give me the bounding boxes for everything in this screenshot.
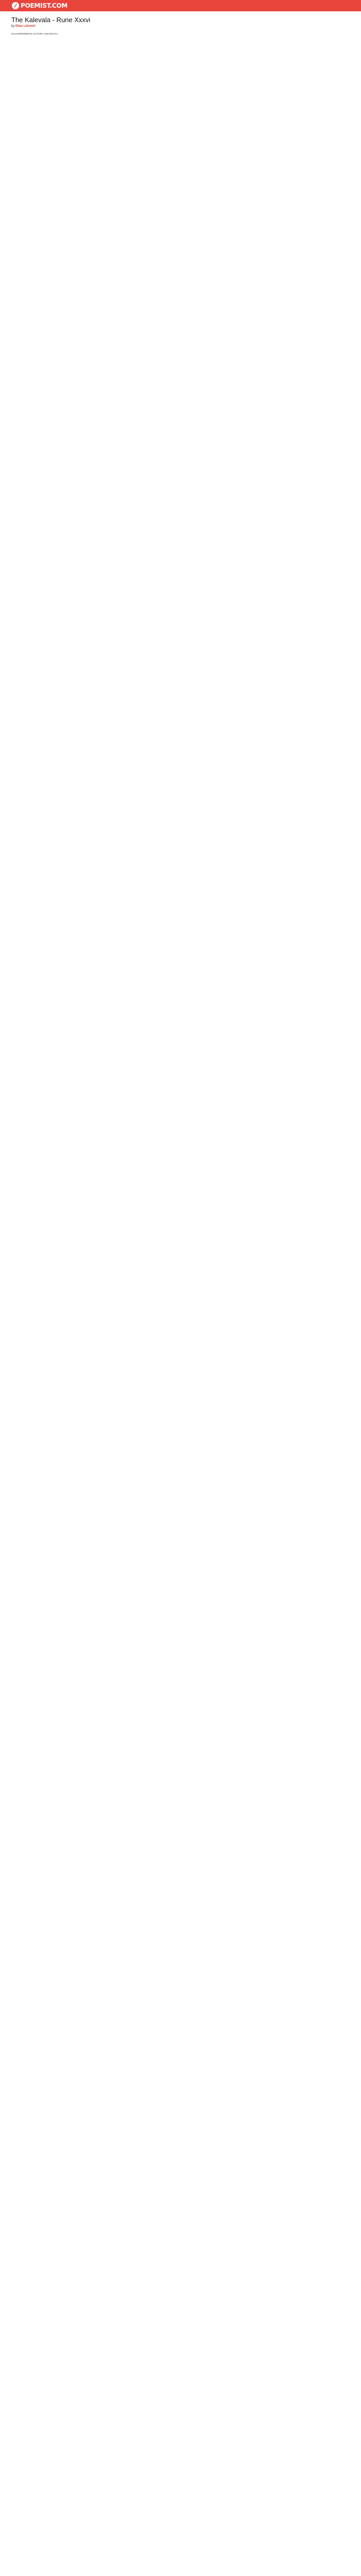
poem-title: The Kalevala - Rune Xxxvi xyxy=(11,16,91,24)
top-bar xyxy=(0,0,361,11)
logo-text: POEMIST.COM xyxy=(21,2,68,9)
poem-body xyxy=(11,32,350,36)
poem-first-line: KULLERWOINEN'S VICTORY AND DEATH. xyxy=(11,32,58,35)
poem-byline xyxy=(11,24,350,28)
logo-quill-icon xyxy=(11,2,20,10)
byline-prefix: by xyxy=(11,25,15,28)
poem-content xyxy=(11,16,350,36)
author-link[interactable]: Elias Lönnrot xyxy=(15,25,36,28)
site-logo[interactable] xyxy=(11,1,68,10)
